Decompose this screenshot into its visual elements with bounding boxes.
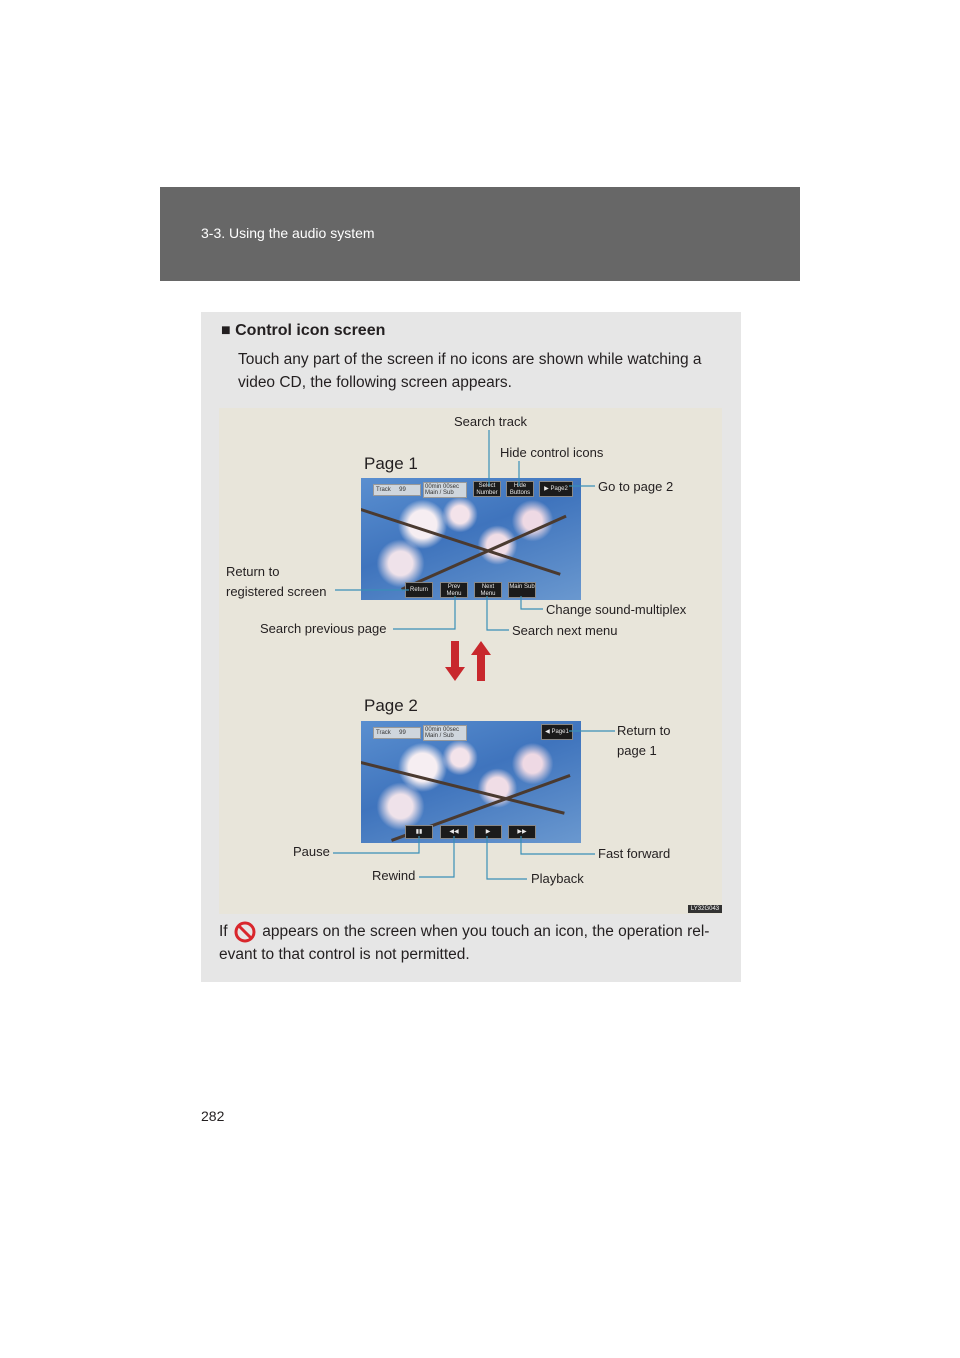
panel-heading: ■ Control icon screen (221, 322, 386, 339)
next-menu-button[interactable]: Next Menu (474, 582, 502, 598)
go-page2-callout: Go to page 2 (598, 479, 674, 494)
up-arrow-icon (471, 641, 491, 681)
hide-buttons-button[interactable]: Hide Buttons (506, 481, 534, 497)
return-registered-callout: Return to registered screen (226, 564, 327, 599)
footer-note: If appears on the screen when you touch an icon, the operation rel-evant to that control is not permitted. (219, 920, 724, 966)
prohibited-icon (234, 921, 256, 943)
leader-rewind (419, 836, 454, 877)
playback-callout: Playback (531, 871, 584, 886)
search-next-callout: Search next menu (512, 623, 618, 638)
pause-callout: Pause (293, 844, 330, 859)
prev-menu-button[interactable]: Prev Menu (440, 582, 468, 598)
pause-button[interactable]: ▮▮ (405, 825, 433, 839)
time-indicator: 00min 00sec Main / Sub (423, 725, 467, 741)
section-title: 3-3. Using the audio system (201, 225, 375, 241)
down-arrow-icon (445, 641, 465, 681)
change-sound-callout: Change sound-multiplex (546, 602, 687, 617)
search-track-callout: Search track (454, 414, 527, 429)
return-page1-callout: Return to page 1 (617, 723, 671, 758)
leader-change-sound (521, 596, 543, 609)
track-indicator: Track 99 (373, 484, 421, 496)
page-number: 282 (201, 1108, 225, 1124)
main-sub-button[interactable]: Main Sub (508, 582, 536, 598)
page1-button[interactable]: ◀ Page1 (541, 724, 573, 740)
return-button[interactable]: Return (405, 582, 433, 598)
rewind-button[interactable]: ◀◀ (440, 825, 468, 839)
panel-intro: Touch any part of the screen if no icons are shown while watching a video CD, the following screen appears. (238, 351, 702, 391)
page-switch-arrows (445, 641, 497, 683)
page2-button[interactable]: ▶ Page2 (539, 481, 573, 497)
leader-search-next (487, 596, 509, 630)
page1-title: Page 1 (364, 454, 418, 473)
figure-code: LY32G043 (688, 905, 722, 913)
time-indicator: 00min 00sec Main / Sub (423, 482, 467, 498)
fast-forward-callout: Fast forward (598, 846, 671, 861)
select-number-button[interactable]: Select Number (473, 481, 501, 497)
section-header (160, 187, 800, 281)
page2-title: Page 2 (364, 696, 418, 715)
leader-search-prev (393, 596, 455, 629)
hide-icons-callout: Hide control icons (500, 445, 604, 460)
playback-button[interactable]: ▶ (474, 825, 502, 839)
leader-fast-forward (521, 836, 595, 854)
control-icon-figure (219, 408, 722, 914)
fast-forward-button[interactable]: ▶▶ (508, 825, 536, 839)
leader-pause (333, 836, 419, 853)
rewind-callout: Rewind (372, 868, 416, 883)
track-indicator: Track 99 (373, 727, 421, 739)
search-prev-callout: Search previous page (260, 621, 387, 636)
